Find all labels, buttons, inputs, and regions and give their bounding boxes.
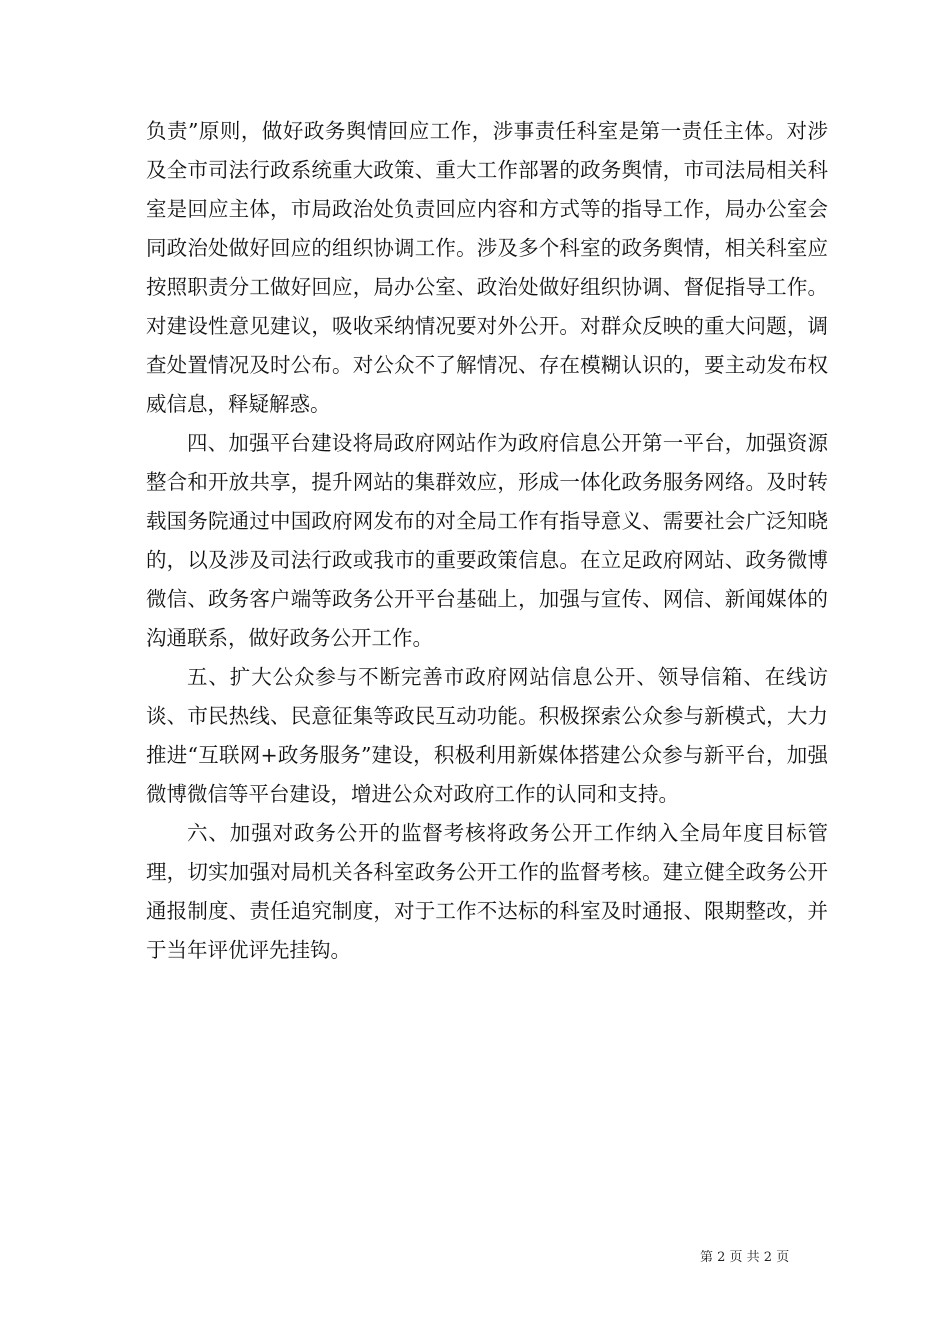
paragraph-section-five: 五、扩大公众参与不断完善市政府网站信息公开、领导信箱、在线访谈、市民热线、民意征集等政民互动功能。积极探索公众参与新模式，大力推进“互联网+政务服务”建设，积极利用新媒体搭建公众参与新平台，加强微博微信等平台建设，增进公众对政府工作的认同和支持。	[146, 665, 828, 806]
paragraph-section-six: 六、加强对政务公开的监督考核将政务公开工作纳入全局年度目标管理，切实加强对局机关各科室政务公开工作的监督考核。建立健全政务公开通报制度、责任追究制度，对于工作不达标的科室及时通报、限期整改，并于当年评优评先挂钩。	[146, 821, 828, 962]
paragraph-section-four: 四、加强平台建设将局政府网站作为政府信息公开第一平台，加强资源整合和开放共享，提升网站的集群效应，形成一体化政务服务网络。及时转载国务院通过中国政府网发布的对全局工作有指导意义、需要社会广泛知晓的，以及涉及司法行政或我市的重要政策信息。在立足政府网站、政务微博微信、政务客户端等政务公开平台基础上，加强与宣传、网信、新闻媒体的沟通联系，做好政务公开工作。	[146, 431, 828, 650]
document-body	[146, 112, 828, 970]
paragraph-continuation: 负责”原则，做好政务舆情回应工作，涉事责任科室是第一责任主体。对涉及全市司法行政系统重大政策、重大工作部署的政务舆情，市司法局相关科室是回应主体，市局政治处负责回应内容和方式等的指导工作，局办公室会同政治处做好回应的组织协调工作。涉及多个科室的政务舆情，相关科室应按照职责分工做好回应，局办公室、政治处做好组织协调、督促指导工作。对建设性意见建议，吸收采纳情况要对外公开。对群众反映的重大问题，调查处置情况及时公布。对公众不了解情况、存在模糊认识的，要主动发布权威信息，释疑解惑。	[146, 119, 828, 416]
page-number-footer: 第 2 页 共 2 页	[700, 1250, 790, 1265]
